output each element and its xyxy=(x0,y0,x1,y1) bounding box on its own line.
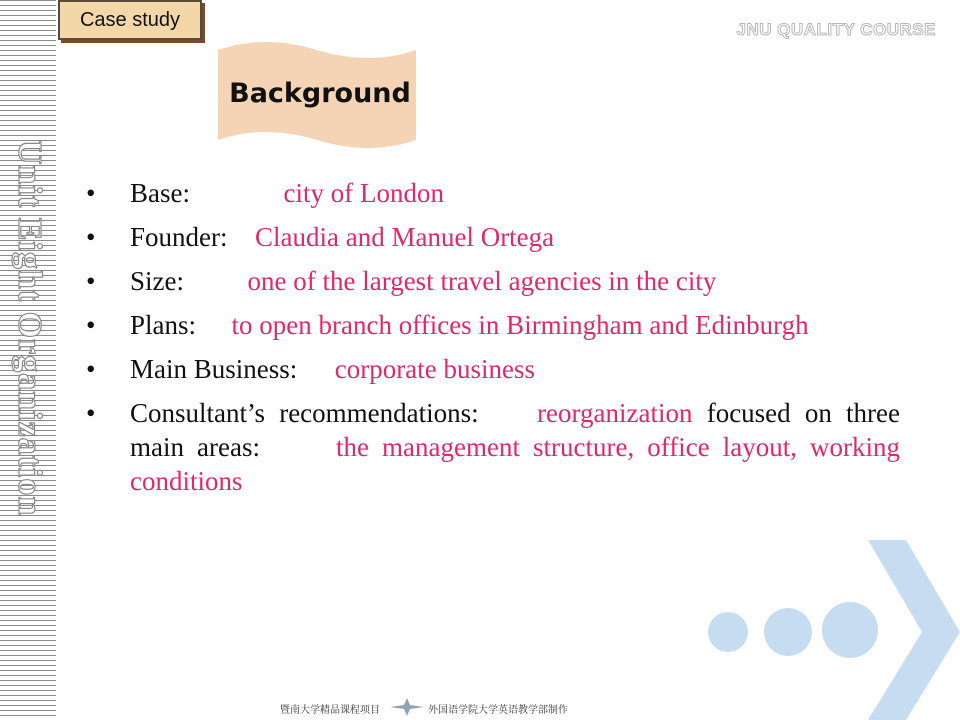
footer-right-text: 外国语学院大学英语教学部制作 xyxy=(428,705,568,716)
bullet-dot: • xyxy=(86,354,96,384)
bullet-label: Base: xyxy=(130,178,190,208)
list-item xyxy=(86,308,900,342)
bullet-value: city of London xyxy=(283,178,444,208)
bullet-dot: • xyxy=(86,222,96,252)
bullet-value: the management structure, office layout, working conditions xyxy=(130,432,900,496)
list-item xyxy=(86,264,900,298)
bullet-label: Main Business: xyxy=(130,354,298,384)
unit-title: Unit Eight Organization xyxy=(11,140,48,517)
bullet-dot: • xyxy=(86,178,96,208)
section-heading: Background xyxy=(229,78,411,109)
bullet-label: Plans: xyxy=(130,310,197,340)
bullet-value: Claudia and Manuel Ortega xyxy=(255,222,555,252)
course-watermark: JNU QUALITY COURSE xyxy=(736,20,936,39)
bullet-list xyxy=(86,176,900,508)
bullet-value: corporate business xyxy=(334,354,535,384)
bullet-dot: • xyxy=(86,266,96,296)
forward-arrows-graphic xyxy=(700,520,960,720)
case-study-tag: Case study xyxy=(58,0,202,40)
bullet-dot: • xyxy=(86,398,96,428)
list-item xyxy=(86,176,900,210)
bullet-value: one of the largest travel agencies in the city xyxy=(247,266,717,296)
bullet-label: Consultant’s recommendations: xyxy=(130,398,479,428)
bullet-dot: • xyxy=(86,310,96,340)
list-item xyxy=(86,220,900,254)
bullet-label: Founder: xyxy=(130,222,228,252)
footer xyxy=(280,698,600,716)
list-item xyxy=(86,352,900,386)
bullet-value: reorganization xyxy=(537,398,693,428)
bullet-text: focused on three main areas: xyxy=(130,398,901,462)
footer-left-text: 暨南大学精品课程项目 xyxy=(280,705,380,716)
list-item xyxy=(86,396,900,498)
star-logo-icon xyxy=(390,698,424,716)
bullet-label: Size: xyxy=(130,266,184,296)
bullet-value: to open branch offices in Birmingham and Edinburgh xyxy=(231,310,809,340)
